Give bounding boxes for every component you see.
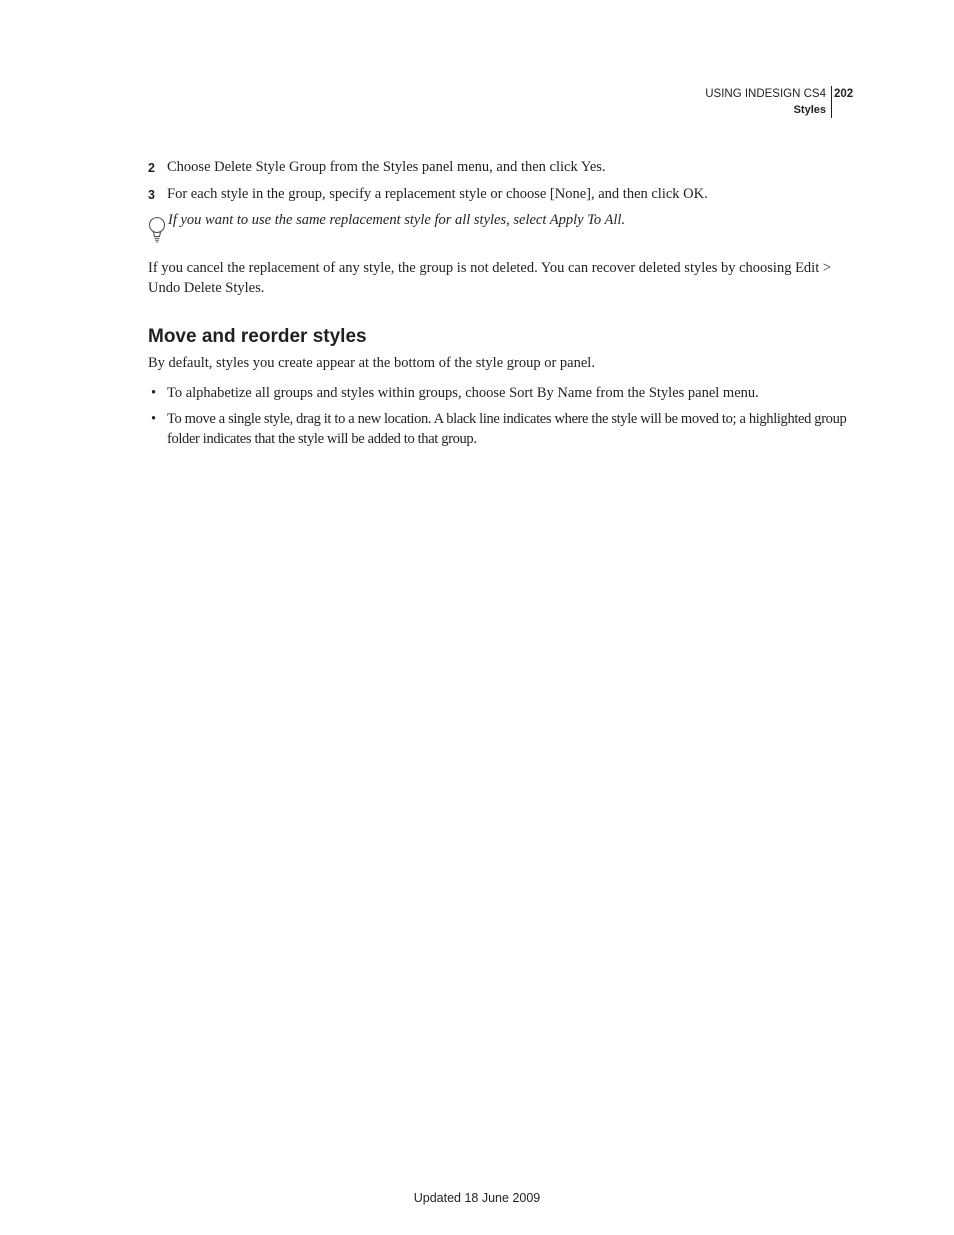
bullet-marker: • xyxy=(151,411,157,427)
page-footer: Updated 18 June 2009 xyxy=(413,1191,541,1205)
header-divider xyxy=(831,86,832,118)
body-paragraph: If you cancel the replacement of any style, the group is not deleted. You can recover deleted styles by choosing Edit > Undo Delete Styles. xyxy=(148,260,832,296)
list-item-text: To move a single style, drag it to a new location. A black line indicates where the style will be moved to; a highlighted group folder indicates that the style will be added to that group. xyxy=(167,411,847,447)
step-number: 2 xyxy=(148,161,155,175)
lightbulb-icon xyxy=(148,216,166,244)
step-number: 3 xyxy=(148,188,155,202)
bullet-marker: • xyxy=(151,385,157,401)
running-header xyxy=(540,86,854,120)
step-text: For each style in the group, specify a replacement style or choose [None], and then click OK. xyxy=(167,186,708,202)
document-title: USING INDESIGN CS4 xyxy=(705,88,826,100)
section-heading: Move and reorder styles xyxy=(148,326,367,347)
step-text: Choose Delete Style Group from the Styles panel menu, and then click Yes. xyxy=(167,159,606,175)
header-titles xyxy=(705,86,826,118)
list-item-text: To alphabetize all groups and styles within groups, choose Sort By Name from the Styles panel menu. xyxy=(167,385,759,401)
tip-text: If you want to use the same replacement style for all styles, select Apply To All. xyxy=(168,212,626,228)
page-number: 202 xyxy=(834,88,854,100)
body-paragraph: By default, styles you create appear at the bottom of the style group or panel. xyxy=(148,355,595,371)
section-title: Styles xyxy=(793,104,826,116)
